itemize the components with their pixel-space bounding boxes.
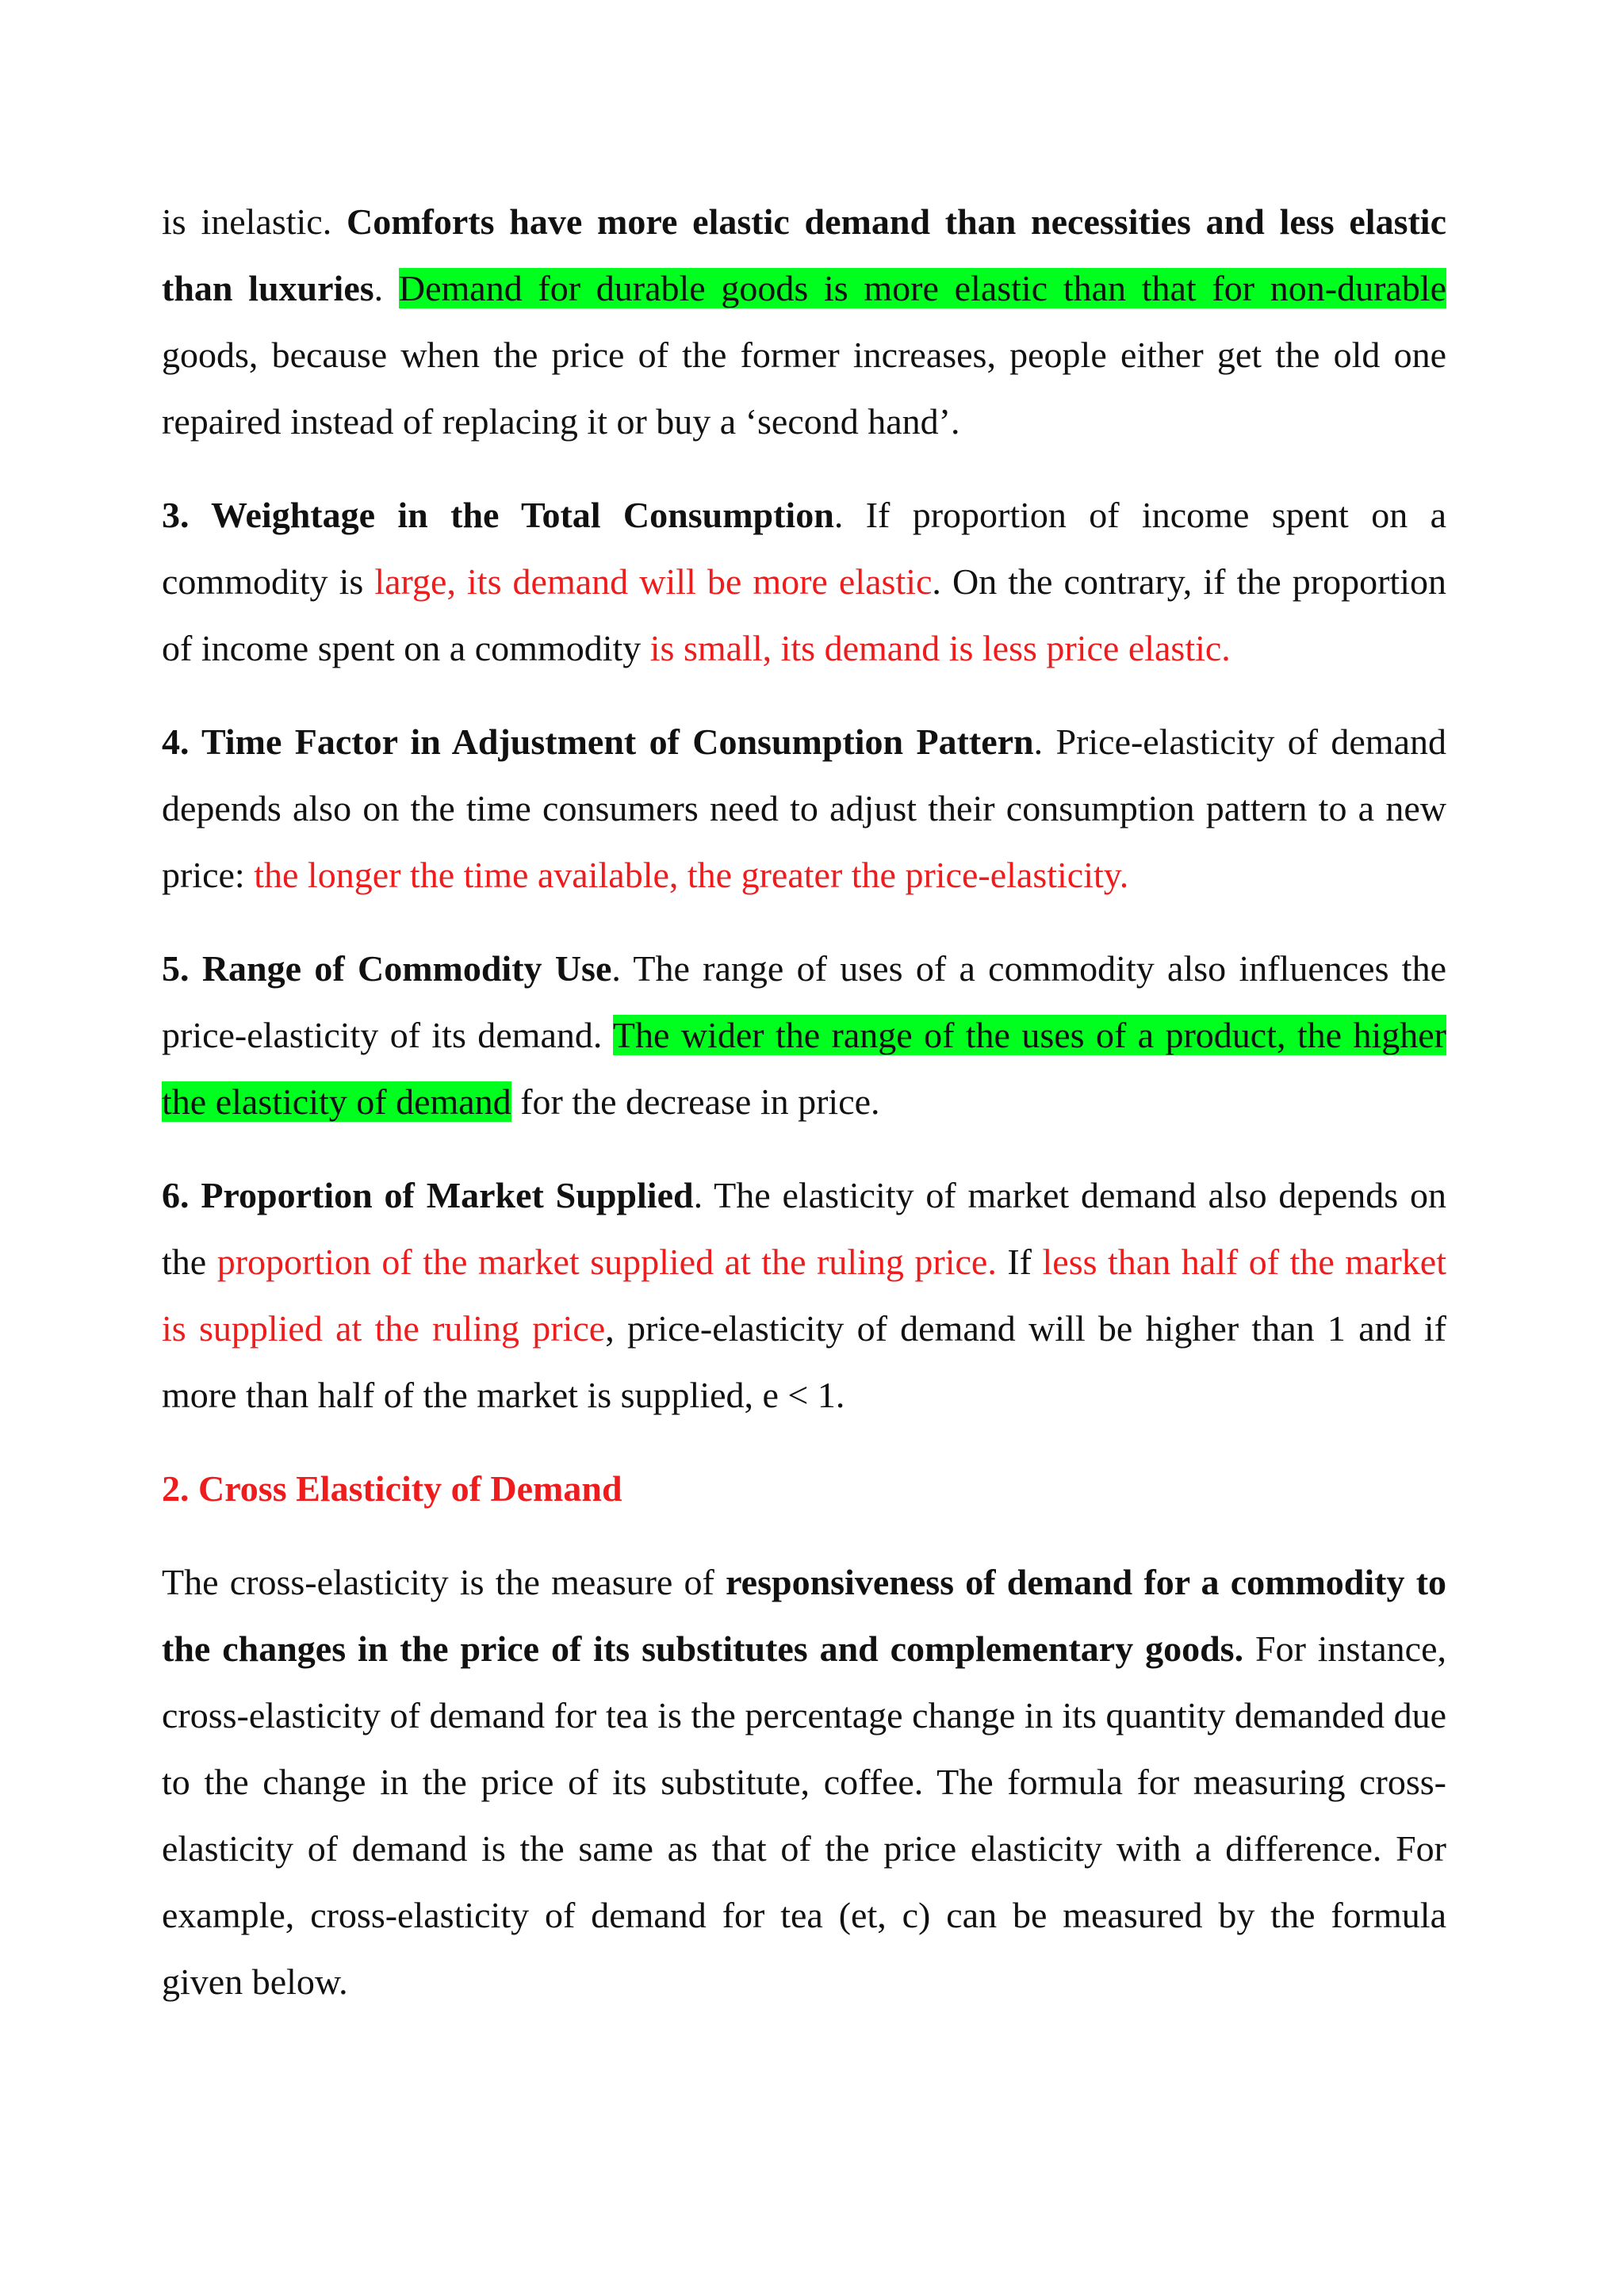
section-heading: 2. Cross Elasticity of Demand: [162, 1468, 622, 1509]
paragraph-market-supplied: [162, 1162, 1446, 1429]
text-run: . On the contrary, if the proportion of income spent on a commodity: [162, 561, 1446, 668]
text-run: is inelastic.: [162, 201, 347, 242]
red-emphasis-run: the longer the time available, the greater the price-elasticity.: [254, 855, 1129, 895]
text-run: . The range of uses of a commodity also influences the price-elasticity of its demand.: [162, 948, 1446, 1055]
paragraph-durable-goods: [162, 189, 1446, 455]
paragraph-cross-elasticity: [162, 1549, 1446, 2015]
text-run: goods, because when the price of the former increases, people either get the old one repaired instead of replacing it or buy a ‘second hand’.: [162, 335, 1446, 442]
red-emphasis-run: proportion of the market supplied at the ruling price.: [216, 1242, 997, 1282]
highlighted-run: The wider the range of the uses of a product, the higher the elasticity of demand: [162, 1015, 1446, 1122]
paragraph-range-of-use: [162, 936, 1446, 1135]
point-heading: 6. Proportion of Market Supplied: [162, 1175, 694, 1215]
bold-run: Comforts have more elastic demand than necessities and less elastic than luxuries: [162, 201, 1446, 308]
point-heading: 4. Time Factor in Adjustment of Consumption Pattern: [162, 721, 1034, 762]
paragraph-time-factor: [162, 709, 1446, 909]
text-run: for the decrease in price.: [511, 1081, 880, 1122]
point-heading: 5. Range of Commodity Use: [162, 948, 612, 989]
paragraph-weightage: [162, 482, 1446, 682]
text-run: , price-elasticity of demand will be higher than 1 and if more than half of the market is supplied, e < 1.: [162, 1308, 1446, 1415]
text-run: If: [996, 1242, 1043, 1282]
red-emphasis-run: less than half of the market is supplied at the ruling price: [162, 1242, 1446, 1349]
bold-run: responsiveness of demand for a commodity to the changes in the price of its substitutes and complementary goods.: [162, 1562, 1447, 1669]
text-run: The cross-elasticity is the measure of: [162, 1562, 726, 1602]
highlighted-run: Demand for durable goods is more elastic than that for non-durable: [398, 268, 1447, 308]
text-run: . Price-elasticity of demand depends also on the time consumers need to adjust their consumption pattern to a new price:: [162, 721, 1446, 895]
document-page: [162, 189, 1446, 2015]
red-emphasis-run: large, its demand will be more elastic: [374, 561, 933, 602]
text-run: .: [373, 268, 399, 308]
red-emphasis-run: is small, its demand is less price elastic.: [649, 628, 1231, 668]
text-run: . The elasticity of market demand also depends on the: [162, 1175, 1447, 1282]
point-heading: 3. Weightage in the Total Consumption: [162, 495, 834, 535]
text-run: . If proportion of income spent on a commodity is: [162, 495, 1446, 602]
text-run: For instance, cross-elasticity of demand for tea is the percentage change in its quantity demanded due to the change in the price of its substitute, coffee. The formula for measuring cross-elasticity of demand is the same as that of the price elasticity with a difference. For example, cross-elasticity of demand for tea (et, c) can be measured by the formula given below.: [162, 1628, 1446, 2002]
